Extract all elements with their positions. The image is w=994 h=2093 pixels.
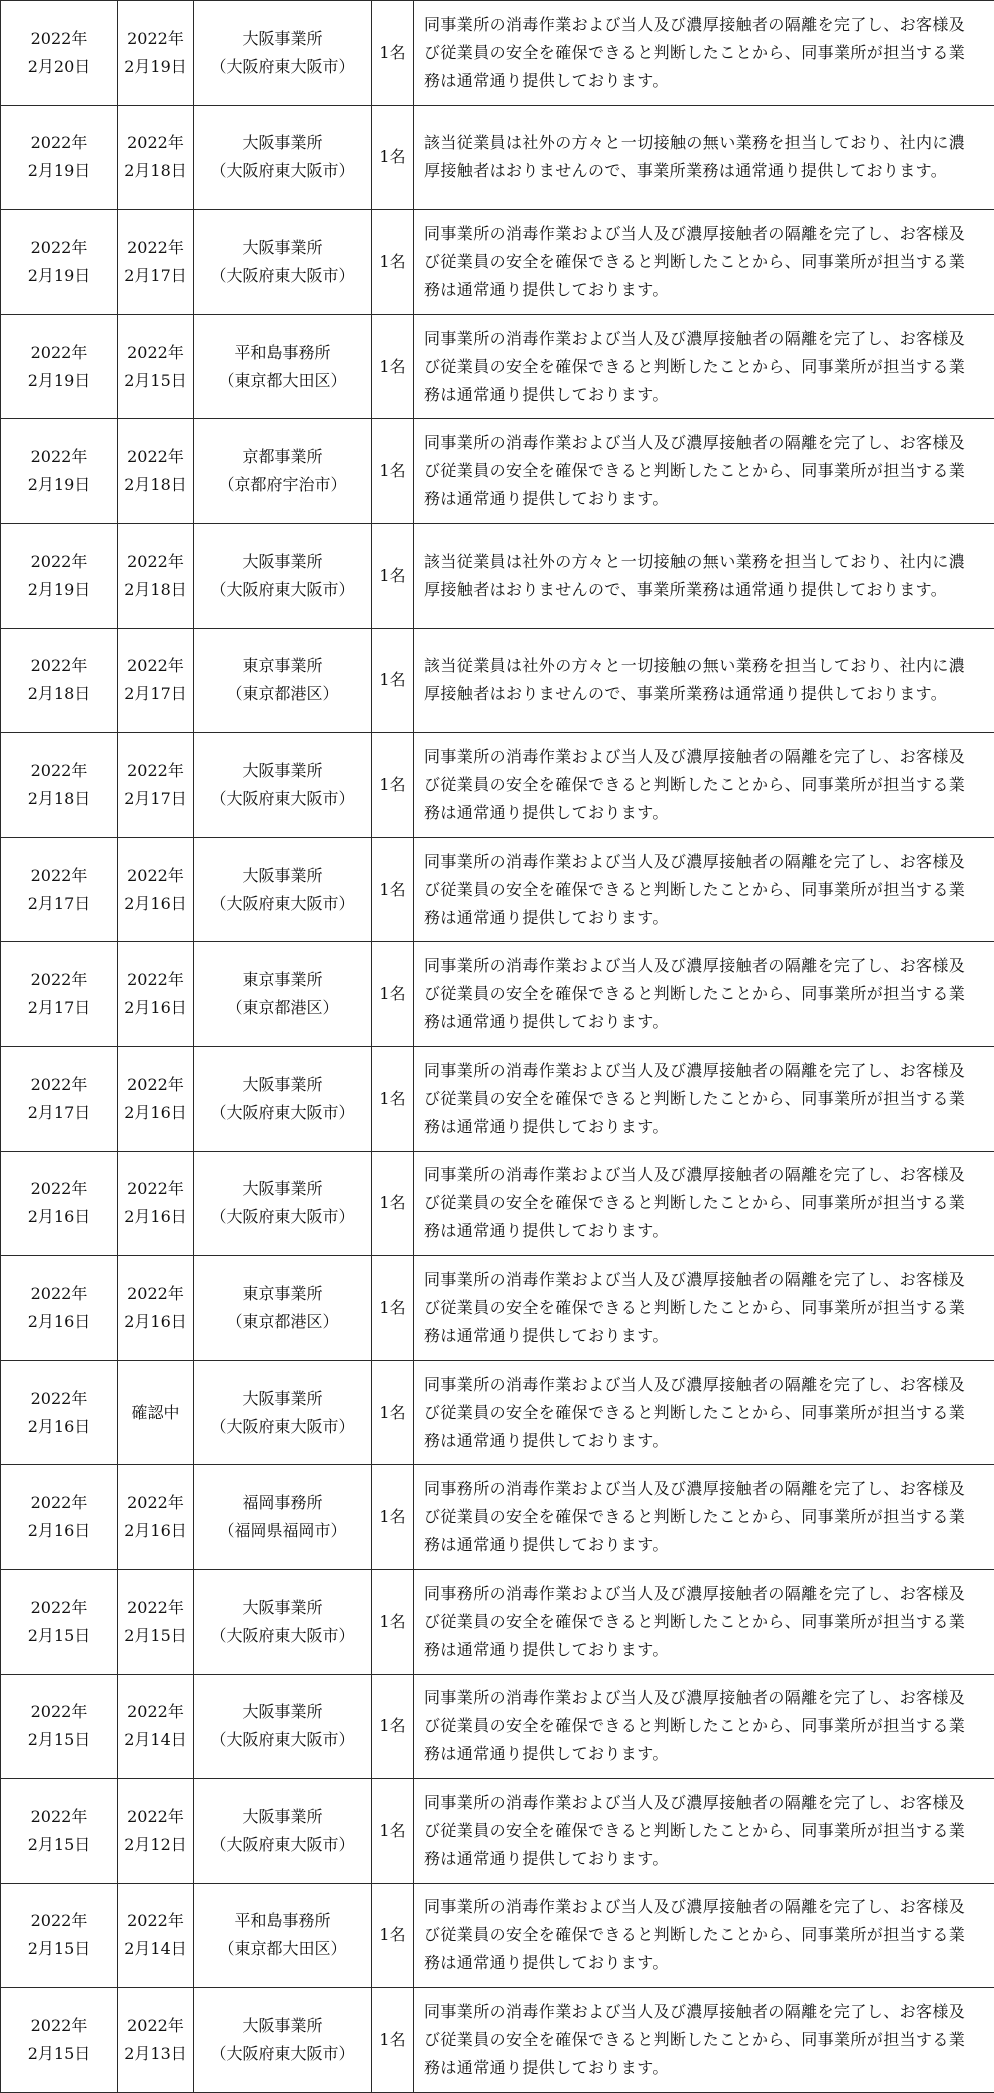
count-cell: 1名 xyxy=(372,1,414,106)
published-date-cell xyxy=(1,1988,118,2093)
confirmed-date-cell xyxy=(118,1151,194,1256)
cell-line: （東京都大田区） xyxy=(218,1939,347,1959)
count-cell: 1名 xyxy=(372,1988,414,2093)
cell-line: 2月16日 xyxy=(124,998,187,1018)
cell-line: 2月15日 xyxy=(27,1939,91,1959)
site-cell xyxy=(194,837,372,942)
cell-line: 2022年 xyxy=(30,447,88,467)
cell-line: （大阪府東大阪市） xyxy=(210,893,355,913)
count-cell: 1名 xyxy=(372,1465,414,1570)
confirmed-date-cell xyxy=(118,1256,194,1361)
cell-line: 2月15日 xyxy=(27,2044,91,2064)
table-body xyxy=(1,1,994,2093)
cell-line: （大阪府東大阪市） xyxy=(210,2044,355,2064)
cell-line: 2022年 xyxy=(30,656,88,676)
published-date-cell xyxy=(1,314,118,419)
cell-line: 2022年 xyxy=(127,760,184,780)
count-cell: 1名 xyxy=(372,314,414,419)
cell-line: 2022年 xyxy=(127,970,184,990)
count-cell: 1名 xyxy=(372,1779,414,1884)
confirmed-date-cell xyxy=(118,1674,194,1779)
cell-line: 東京事業所 xyxy=(242,656,323,676)
cell-line: 2022年 xyxy=(30,28,88,48)
cell-line: 2022年 xyxy=(127,1911,184,1931)
site-cell xyxy=(194,419,372,524)
cell-line: 2022年 xyxy=(127,1597,184,1617)
count-cell: 1名 xyxy=(372,210,414,315)
cell-line: 2月19日 xyxy=(27,475,91,495)
cell-line: 2月17日 xyxy=(27,893,91,913)
cell-line: （東京都大田区） xyxy=(218,370,347,390)
cell-line: 2022年 xyxy=(30,342,88,362)
site-cell xyxy=(194,1046,372,1151)
cell-line: 2022年 xyxy=(30,237,88,257)
cell-line: 2月16日 xyxy=(124,1311,187,1331)
count-cell: 1名 xyxy=(372,628,414,733)
cell-line: 2022年 xyxy=(30,1388,88,1408)
note-cell: 同事業所の消毒作業および当人及び濃厚接触者の隔離を完了し、お客様及び従業員の安全を確保できると判断したことから、同事業所が担当する業務は通常通り提供しております。 xyxy=(414,837,994,942)
published-date-cell xyxy=(1,210,118,315)
cell-line: （大阪府東大阪市） xyxy=(210,1730,355,1750)
note-cell: 同事業所の消毒作業および当人及び濃厚接触者の隔離を完了し、お客様及び従業員の安全を確保できると判断したことから、同事業所が担当する業務は通常通り提供しております。 xyxy=(414,210,994,315)
cell-line: 2022年 xyxy=(30,1597,88,1617)
cell-line: 2月16日 xyxy=(27,1416,91,1436)
count-cell: 1名 xyxy=(372,523,414,628)
cell-line: 2月14日 xyxy=(124,1939,187,1959)
cell-line: （大阪府東大阪市） xyxy=(210,161,355,181)
confirmed-date-cell xyxy=(118,523,194,628)
site-cell xyxy=(194,1883,372,1988)
cell-line: 2月18日 xyxy=(27,684,91,704)
cell-line: （京都府宇治市） xyxy=(218,475,347,495)
cell-line: 確認中 xyxy=(131,1402,180,1422)
note-cell: 同事業所の消毒作業および当人及び濃厚接触者の隔離を完了し、お客様及び従業員の安全を確保できると判断したことから、同事業所が担当する業務は通常通り提供しております。 xyxy=(414,419,994,524)
cell-line: 2022年 xyxy=(127,1283,184,1303)
site-cell xyxy=(194,210,372,315)
table-row xyxy=(1,837,994,942)
confirmed-date-cell xyxy=(118,1988,194,2093)
cell-line: 2022年 xyxy=(127,342,184,362)
site-cell xyxy=(194,1360,372,1465)
note-cell: 同事業所の消毒作業および当人及び濃厚接触者の隔離を完了し、お客様及び従業員の安全を確保できると判断したことから、同事業所が担当する業務は通常通り提供しております。 xyxy=(414,1988,994,2093)
count-cell: 1名 xyxy=(372,1151,414,1256)
site-cell xyxy=(194,1674,372,1779)
cell-line: 東京事業所 xyxy=(242,1283,323,1303)
cell-line: 2月16日 xyxy=(124,1102,187,1122)
confirmed-date-cell xyxy=(118,1360,194,1465)
cell-line: 2022年 xyxy=(30,2016,88,2036)
cell-line: 2022年 xyxy=(127,133,184,153)
table-row xyxy=(1,1883,994,1988)
cell-line: 2022年 xyxy=(127,865,184,885)
cell-line: （大阪府東大阪市） xyxy=(210,1625,355,1645)
cell-line: 大阪事業所 xyxy=(242,551,323,571)
cell-line: 2022年 xyxy=(127,237,184,257)
cell-line: 大阪事業所 xyxy=(242,1074,323,1094)
site-cell xyxy=(194,942,372,1047)
confirmed-date-cell xyxy=(118,942,194,1047)
cell-line: 大阪事業所 xyxy=(242,1806,323,1826)
confirmed-date-cell xyxy=(118,210,194,315)
cell-line: 2月17日 xyxy=(27,1102,91,1122)
cell-line: 大阪事業所 xyxy=(242,28,323,48)
cell-line: 2022年 xyxy=(127,2016,184,2036)
note-cell: 同事業所の消毒作業および当人及び濃厚接触者の隔離を完了し、お客様及び従業員の安全を確保できると判断したことから、同事業所が担当する業務は通常通り提供しております。 xyxy=(414,1674,994,1779)
cell-line: 大阪事業所 xyxy=(242,865,323,885)
published-date-cell xyxy=(1,1779,118,1884)
site-cell xyxy=(194,523,372,628)
cell-line: 2月15日 xyxy=(124,1625,187,1645)
note-cell: 同事業所の消毒作業および当人及び濃厚接触者の隔離を完了し、お客様及び従業員の安全を確保できると判断したことから、同事業所が担当する業務は通常通り提供しております。 xyxy=(414,942,994,1047)
site-cell xyxy=(194,1779,372,1884)
cell-line: 2月17日 xyxy=(27,998,91,1018)
cell-line: 2月13日 xyxy=(124,2044,187,2064)
cell-line: 2022年 xyxy=(30,133,88,153)
cell-line: 2月16日 xyxy=(124,893,187,913)
note-cell: 同事務所の消毒作業および当人及び濃厚接触者の隔離を完了し、お客様及び従業員の安全を確保できると判断したことから、同事業所が担当する業務は通常通り提供しております。 xyxy=(414,1465,994,1570)
count-cell: 1名 xyxy=(372,419,414,524)
table-row xyxy=(1,1,994,106)
cell-line: 2月18日 xyxy=(124,579,187,599)
cell-line: 2022年 xyxy=(30,1911,88,1931)
published-date-cell xyxy=(1,837,118,942)
table-row xyxy=(1,105,994,210)
published-date-cell xyxy=(1,1151,118,1256)
cell-line: 大阪事業所 xyxy=(242,2016,323,2036)
cell-line: 東京事業所 xyxy=(242,970,323,990)
cell-line: 大阪事業所 xyxy=(242,237,323,257)
published-date-cell xyxy=(1,1046,118,1151)
cell-line: 2月17日 xyxy=(124,788,187,808)
cell-line: 大阪事業所 xyxy=(242,1179,323,1199)
count-cell: 1名 xyxy=(372,837,414,942)
confirmed-date-cell xyxy=(118,1569,194,1674)
cell-line: 大阪事業所 xyxy=(242,760,323,780)
cell-line: 2月19日 xyxy=(27,579,91,599)
published-date-cell xyxy=(1,523,118,628)
cell-line: 2022年 xyxy=(127,1179,184,1199)
cell-line: 2月12日 xyxy=(124,1834,187,1854)
count-cell: 1名 xyxy=(372,1046,414,1151)
cell-line: （大阪府東大阪市） xyxy=(210,1102,355,1122)
cell-line: 2022年 xyxy=(30,1283,88,1303)
cell-line: （福岡県福岡市） xyxy=(218,1521,347,1541)
confirmed-date-cell xyxy=(118,419,194,524)
site-cell xyxy=(194,1569,372,1674)
cell-line: （東京都港区） xyxy=(226,1311,339,1331)
cell-line: 2022年 xyxy=(127,1702,184,1722)
cell-line: 大阪事業所 xyxy=(242,133,323,153)
table-row xyxy=(1,1046,994,1151)
table-row xyxy=(1,1674,994,1779)
published-date-cell xyxy=(1,1,118,106)
note-cell: 同事業所の消毒作業および当人及び濃厚接触者の隔離を完了し、お客様及び従業員の安全を確保できると判断したことから、同事業所が担当する業務は通常通り提供しております。 xyxy=(414,1779,994,1884)
cell-line: （大阪府東大阪市） xyxy=(210,1834,355,1854)
cell-line: 2月19日 xyxy=(27,161,91,181)
cell-line: 2月15日 xyxy=(124,370,187,390)
site-cell xyxy=(194,1988,372,2093)
note-cell: 該当従業員は社外の方々と一切接触の無い業務を担当しており、社内に濃厚接触者はおりませんので、事業所業務は通常通り提供しております。 xyxy=(414,523,994,628)
count-cell: 1名 xyxy=(372,1360,414,1465)
cell-line: 2月16日 xyxy=(27,1207,91,1227)
note-cell: 同事業所の消毒作業および当人及び濃厚接触者の隔離を完了し、お客様及び従業員の安全を確保できると判断したことから、同事業所が担当する業務は通常通り提供しております。 xyxy=(414,314,994,419)
note-cell: 同事業所の消毒作業および当人及び濃厚接触者の隔離を完了し、お客様及び従業員の安全を確保できると判断したことから、同事業所が担当する業務は通常通り提供しております。 xyxy=(414,1046,994,1151)
cell-line: 2022年 xyxy=(127,1493,184,1513)
cell-line: （大阪府東大阪市） xyxy=(210,579,355,599)
table-row xyxy=(1,314,994,419)
confirmed-date-cell xyxy=(118,733,194,838)
cell-line: 2022年 xyxy=(30,1074,88,1094)
note-cell: 同事業所の消毒作業および当人及び濃厚接触者の隔離を完了し、お客様及び従業員の安全を確保できると判断したことから、同事業所が担当する業務は通常通り提供しております。 xyxy=(414,1883,994,1988)
published-date-cell xyxy=(1,1883,118,1988)
count-cell: 1名 xyxy=(372,1256,414,1361)
site-cell xyxy=(194,314,372,419)
site-cell xyxy=(194,1151,372,1256)
table-row xyxy=(1,1569,994,1674)
note-cell: 該当従業員は社外の方々と一切接触の無い業務を担当しており、社内に濃厚接触者はおりませんので、事業所業務は通常通り提供しております。 xyxy=(414,628,994,733)
table-row xyxy=(1,1465,994,1570)
note-cell: 同事務所の消毒作業および当人及び濃厚接触者の隔離を完了し、お客様及び従業員の安全を確保できると判断したことから、同事業所が担当する業務は通常通り提供しております。 xyxy=(414,1569,994,1674)
cell-line: 2月19日 xyxy=(124,56,187,76)
table-row xyxy=(1,628,994,733)
confirmed-date-cell xyxy=(118,1465,194,1570)
count-cell: 1名 xyxy=(372,1569,414,1674)
cell-line: 2022年 xyxy=(30,551,88,571)
published-date-cell xyxy=(1,942,118,1047)
note-cell: 同事業所の消毒作業および当人及び濃厚接触者の隔離を完了し、お客様及び従業員の安全を確保できると判断したことから、同事業所が担当する業務は通常通り提供しております。 xyxy=(414,1360,994,1465)
cell-line: 2022年 xyxy=(127,1074,184,1094)
published-date-cell xyxy=(1,1674,118,1779)
cell-line: 福岡事務所 xyxy=(242,1493,323,1513)
cell-line: 2022年 xyxy=(127,551,184,571)
confirmed-date-cell xyxy=(118,1,194,106)
table-row xyxy=(1,1360,994,1465)
count-cell: 1名 xyxy=(372,1883,414,1988)
cell-line: （東京都港区） xyxy=(226,998,339,1018)
cell-line: 2022年 xyxy=(127,656,184,676)
count-cell: 1名 xyxy=(372,105,414,210)
site-cell xyxy=(194,1256,372,1361)
cell-line: 2月15日 xyxy=(27,1834,91,1854)
confirmed-date-cell xyxy=(118,1779,194,1884)
count-cell: 1名 xyxy=(372,1674,414,1779)
cell-line: 2月19日 xyxy=(27,370,91,390)
cell-line: 京都事業所 xyxy=(242,447,323,467)
cell-line: 2月14日 xyxy=(124,1730,187,1750)
cell-line: 平和島事務所 xyxy=(234,1911,331,1931)
note-cell: 同事業所の消毒作業および当人及び濃厚接触者の隔離を完了し、お客様及び従業員の安全を確保できると判断したことから、同事業所が担当する業務は通常通り提供しております。 xyxy=(414,733,994,838)
published-date-cell xyxy=(1,1360,118,1465)
cell-line: 2月18日 xyxy=(27,788,91,808)
cell-line: （大阪府東大阪市） xyxy=(210,1416,355,1436)
table-row xyxy=(1,1988,994,2093)
cell-line: 大阪事業所 xyxy=(242,1388,323,1408)
confirmed-date-cell xyxy=(118,1883,194,1988)
cell-line: 2月16日 xyxy=(27,1311,91,1331)
site-cell xyxy=(194,733,372,838)
cell-line: 2月19日 xyxy=(27,265,91,285)
site-cell xyxy=(194,1465,372,1570)
cell-line: 2022年 xyxy=(127,447,184,467)
cell-line: （大阪府東大阪市） xyxy=(210,265,355,285)
cell-line: 2月15日 xyxy=(27,1625,91,1645)
cell-line: 2022年 xyxy=(30,1702,88,1722)
table-row xyxy=(1,733,994,838)
published-date-cell xyxy=(1,1569,118,1674)
table-row xyxy=(1,419,994,524)
cell-line: 2月17日 xyxy=(124,684,187,704)
note-cell: 同事業所の消毒作業および当人及び濃厚接触者の隔離を完了し、お客様及び従業員の安全を確保できると判断したことから、同事業所が担当する業務は通常通り提供しております。 xyxy=(414,1256,994,1361)
table-row xyxy=(1,942,994,1047)
confirmed-date-cell xyxy=(118,314,194,419)
cell-line: 2022年 xyxy=(30,760,88,780)
table-row xyxy=(1,523,994,628)
cell-line: 2月20日 xyxy=(27,56,91,76)
cell-line: （東京都港区） xyxy=(226,684,339,704)
cell-line: 2022年 xyxy=(127,28,184,48)
published-date-cell xyxy=(1,1256,118,1361)
cell-line: 2022年 xyxy=(30,970,88,990)
cell-line: 2022年 xyxy=(30,1806,88,1826)
published-date-cell xyxy=(1,733,118,838)
cell-line: 2月16日 xyxy=(124,1521,187,1541)
confirmed-date-cell xyxy=(118,1046,194,1151)
cell-line: 2月16日 xyxy=(124,1207,187,1227)
cell-line: （大阪府東大阪市） xyxy=(210,1207,355,1227)
note-cell: 該当従業員は社外の方々と一切接触の無い業務を担当しており、社内に濃厚接触者はおりませんので、事業所業務は通常通り提供しております。 xyxy=(414,105,994,210)
published-date-cell xyxy=(1,1465,118,1570)
cell-line: 2022年 xyxy=(30,1493,88,1513)
cell-line: 2月15日 xyxy=(27,1730,91,1750)
cell-line: 大阪事業所 xyxy=(242,1597,323,1617)
table-row xyxy=(1,1151,994,1256)
cell-line: 2月18日 xyxy=(124,161,187,181)
published-date-cell xyxy=(1,105,118,210)
cell-line: （大阪府東大阪市） xyxy=(210,56,355,76)
cell-line: 2月17日 xyxy=(124,265,187,285)
cell-line: （大阪府東大阪市） xyxy=(210,788,355,808)
note-cell: 同事業所の消毒作業および当人及び濃厚接触者の隔離を完了し、お客様及び従業員の安全を確保できると判断したことから、同事業所が担当する業務は通常通り提供しております。 xyxy=(414,1,994,106)
table-row xyxy=(1,210,994,315)
cell-line: 平和島事務所 xyxy=(234,342,331,362)
site-cell xyxy=(194,105,372,210)
published-date-cell xyxy=(1,628,118,733)
site-cell xyxy=(194,628,372,733)
cell-line: 大阪事業所 xyxy=(242,1702,323,1722)
confirmed-date-cell xyxy=(118,837,194,942)
count-cell: 1名 xyxy=(372,942,414,1047)
table-row xyxy=(1,1256,994,1361)
note-cell: 同事業所の消毒作業および当人及び濃厚接触者の隔離を完了し、お客様及び従業員の安全を確保できると判断したことから、同事業所が担当する業務は通常通り提供しております。 xyxy=(414,1151,994,1256)
cell-line: 2022年 xyxy=(30,865,88,885)
published-date-cell xyxy=(1,419,118,524)
table-row xyxy=(1,1779,994,1884)
confirmed-date-cell xyxy=(118,105,194,210)
cell-line: 2022年 xyxy=(127,1806,184,1826)
site-cell xyxy=(194,1,372,106)
count-cell: 1名 xyxy=(372,733,414,838)
cell-line: 2022年 xyxy=(30,1179,88,1199)
cell-line: 2月16日 xyxy=(27,1521,91,1541)
cell-line: 2月18日 xyxy=(124,475,187,495)
confirmed-date-cell xyxy=(118,628,194,733)
